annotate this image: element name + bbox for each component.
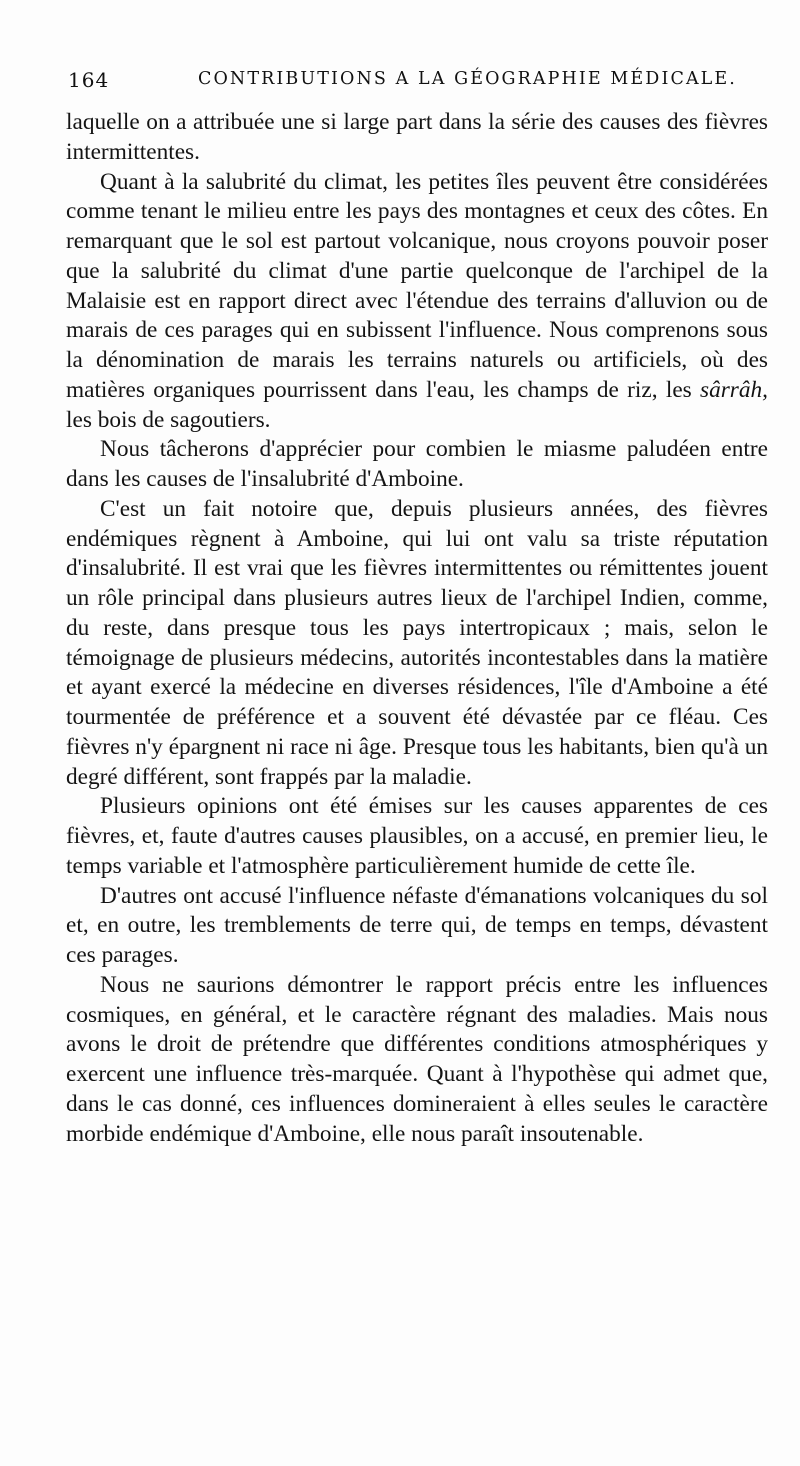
page-header — [68, 68, 768, 98]
paragraph-6: D'autres ont accusé l'influence néfaste d'émanations volcaniques du sol et, en outre, les tremblements de terre qui, de temps en temps, dévastent ces parages. — [66, 882, 768, 968]
paragraph-2 — [66, 168, 768, 436]
paragraph-1: laquelle on a attribuée une si large part dans la série des causes des fièvres intermittentes. — [66, 109, 768, 165]
paragraph-5: Plusieurs opinions ont été émises sur les causes apparentes de ces fièvres, et, faute d'autres causes plausibles, on a accusé, en premier lieu, le temps variable et l'atmosphère particulièrement humide de cette île. — [66, 793, 768, 879]
body-text — [66, 108, 768, 1149]
paragraph-4: C'est un fait notoire que, depuis plusieurs années, des fièvres endémiques règnent à Amboine, qui lui ont valu sa triste réputation d'insalubrité. Il est vrai que les fièvres intermittentes ou rémittentes jouent un rôle principal dans plusieurs autres lieux de l'archipel Indien, comme, du reste, dans presque tous les pays intertropicaux ; mais, selon le témoignage de plusieurs médecins, autorités incontestables dans la matière et ayant exercé la médecine en diverses résidences, l'île d'Amboine a été tourmentée de préférence et a souvent été dévastée par ce fléau. Ces fièvres n'y épargnent ni race ni âge. Presque tous les habitants, bien qu'à un degré différent, sont frappés par la maladie. — [66, 495, 768, 790]
paragraph-7: Nous ne saurions démontrer le rapport précis entre les influences cosmiques, en général, et le caractère régnant des maladies. Mais nous avons le droit de prétendre que différentes conditions atmosphériques y exercent une influence très-marquée. Quant à l'hypothèse qui admet que, dans le cas donné, ces influences domineraient à elles seules le caractère morbide endémique d'Amboine, elle nous paraît insoutenable. — [66, 971, 768, 1147]
paragraph-2-ending: les bois de sagoutiers. — [66, 406, 271, 433]
paragraph-2-text: Quant à la salubrité du climat, les petites îles peuvent être considérées comme tenant le milieu entre les pays des montagnes et ceux des côtes. En remarquant que le sol est partout volcanique, nous croyons pouvoir poser que la salubrité du climat d'une partie quelconque de l'archipel de la Malaisie est en rapport direct avec l'étendue des terrains d'alluvion ou de marais de ces parages qui en subissent l'influence. Nous comprenons sous la dénomination de marais les terrains naturels ou artificiels, où des matières organiques pourrissent dans l'eau, les champs de riz, les — [66, 168, 768, 403]
running-title: CONTRIBUTIONS A LA GÉOGRAPHIE MÉDICALE. — [198, 69, 737, 89]
page-number: 164 — [68, 68, 110, 92]
italic-term: sârrâh, — [700, 376, 768, 403]
paragraph-3: Nous tâcherons d'apprécier pour combien le miasme paludéen entre dans les causes de l'insalubrité d'Amboine. — [66, 436, 768, 492]
